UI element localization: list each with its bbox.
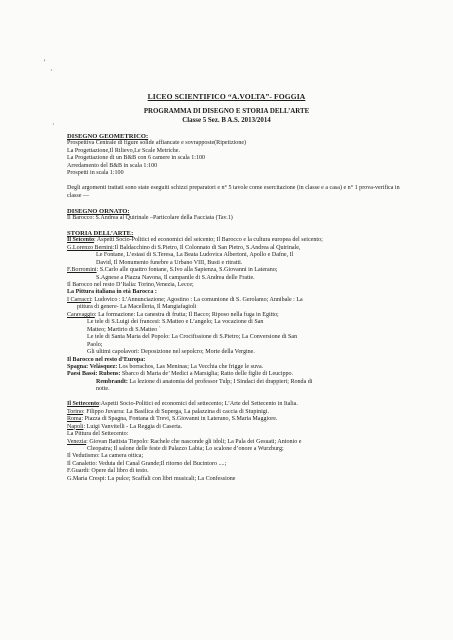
geometrico-line: La Progettazione,Il Rilievo,Le Scale Metriche. <box>67 147 181 154</box>
napoli-label: Napoli <box>67 423 84 430</box>
rembrandt-text: La lezione di anatomia del professor Tulp; I Sindaci dei drappieri; Ronda di <box>127 378 313 385</box>
napoli-text: : Luigi Vanvitelli - La Reggia di Caserta. <box>83 423 183 430</box>
caravaggio-continuation: Le tele di Santa Maria del Popolo: La Crocifissione di S.Pietro; La Conversione di San <box>87 334 298 341</box>
guardi-line: F.Guardi: Opere dal libro di testo. <box>67 468 149 475</box>
roma-text: : Piazza di Spagna, Fontana di Trevi, S.Giovanni in Laterano, S.Maria Maggiore. <box>81 416 278 423</box>
borromini-line <box>67 267 402 274</box>
rembrandt-line <box>67 379 402 386</box>
caravaggio-continuation: Paolo; <box>87 341 103 348</box>
bernini-text: :Il Baldacchino di S.Pietro, Il Colonnato di San Pietro, S.Andrea al Quirinale, <box>112 244 301 251</box>
caravaggio-continuation: Le tele di S.Luigi dei francesi: S.Matteo e L’angelo; La vocazione di San <box>87 319 264 326</box>
paesi-bassi-label: Paesi Bassi: Rubens: <box>67 371 121 378</box>
geometrico-line: La Progettazione di un B&B con 6 camere in scala 1:100 <box>67 155 206 162</box>
venezia-line <box>67 439 402 446</box>
spagna-label: Spagna: Velásquez: <box>67 364 118 370</box>
torino-text: : Filippo Juvarra: La Basilica di Superga, La palazzina di caccia di Stupinigi. <box>83 408 269 415</box>
seicento-text: : Aspetti Socio-Politici ed economici del seicento; Il Barocco e la cultura europea del seicento; <box>94 237 323 244</box>
caravaggio-continuation: Matteo; Martirio di S.Matteo ` <box>87 326 161 333</box>
caravaggio-text: : La formazione: La canestra di frutta; Il Bacco; Riposo nella fuga in Egitto; <box>94 311 279 318</box>
barocco-europa-heading: Il Barocco nel resto d’Europa: <box>67 356 146 363</box>
spagna-text: Los borrachos, Las Meninas; La Vecchia che frigge le suva. <box>117 364 264 370</box>
bernini-continuation: Le Fontane, L’estasi di S.Teresa, La Beata Ludovica Albertoni, Apollo e Dafne, Il <box>96 252 294 259</box>
class-year: Classe 5 Sez. B A.S. 2013/2014 <box>182 117 271 124</box>
margin-mark: · <box>50 66 53 75</box>
geometrico-line: Arredamento del B&B in scala 1:100 <box>67 162 158 169</box>
paesi-bassi-line <box>67 371 402 378</box>
ornato-line: Il Barocco: S.Andrea al Quirinale –Particolare della Facciata (Tav.1) <box>67 214 233 221</box>
pittura-settecento-heading: La Pittura del Settecento: <box>67 431 129 438</box>
vedutismo-line: Il Vedutismo: La camera ottica; <box>67 453 144 460</box>
rembrandt-label: Rembrandt: <box>96 378 128 385</box>
disegno-ornato-heading: DISEGNO ORNATO: <box>67 207 130 215</box>
caravaggio-continuation: Gli ultimi capolavori: Deposizione nel sepolcro; Morte della Vergine. <box>87 349 255 356</box>
geometrico-line: Prospettiva Centrale di figure solide affiancate e sovrapposte(Ripetizione) <box>67 140 247 147</box>
seicento-label: Il Seicento <box>67 237 95 244</box>
bernini-label: G.Lorenzo Bernini <box>67 244 113 251</box>
borromini-continuation: S.Agnese a Piazza Navona, Il campanile di S.Andrea delle Fratte. <box>96 274 255 281</box>
venezia-continuation: Cleopatra; Il salone delle feste di Palazzo Labia; Lo scalone d’onore a Wurzburg; <box>87 445 284 452</box>
barocco-resto-italia: Il Barocco nel resto D’Italia: Torino,Venezia, Lecce; <box>67 282 194 289</box>
settecento-text: :Aspetti Socio-Politici ed economici del settecento; L’Arte del Settecento in Italia. <box>99 401 298 408</box>
carracci-label: I Carracci <box>67 296 92 303</box>
caravaggio-label: Caravaggio <box>67 311 95 318</box>
venezia-text: : Giovan Battista Tiepolo: Rachele che nasconde gli idoli; La Pala dei Gesuati; Antonio e <box>86 438 302 445</box>
disegno-geometrico-heading: DISEGNO GEOMETRICO: <box>67 133 149 140</box>
margin-mark: · <box>52 120 55 129</box>
margin-mark: ' <box>44 58 46 67</box>
program-content <box>67 133 402 483</box>
torino-line <box>67 409 402 416</box>
torino-label: Torino <box>67 408 84 415</box>
geometrico-line: Prospetti in scala 1:100 <box>67 170 124 177</box>
canaletto-line: Il Canaletto: Veduta del Canal Grande;Il ritorno del Bucintoro ....; <box>67 460 227 467</box>
bernini-continuation: David, Il Monumento funebre a Urbano VIII, Busti e ritratti. <box>96 259 243 266</box>
seicento-paragraph <box>67 237 402 244</box>
napoli-line <box>67 424 402 431</box>
carracci-continuation: pittura di genere- La Macelleria, Il Mangiafagioli <box>77 304 197 311</box>
program-title: PROGRAMMA DI DISEGNO E STORIA DELL’ARTE <box>143 108 310 115</box>
carracci-text: : Ludovico : L’Annunciazione; Agostino : La comunione di S. Gerolamo; Annibale : La <box>91 296 303 303</box>
roma-line <box>67 416 402 423</box>
storia-arte-heading: STORIA DELL’ARTE: <box>67 229 134 237</box>
borromini-label: F.Borromini <box>67 267 97 274</box>
venezia-label: Venezia <box>67 438 87 445</box>
settecento-line <box>67 401 402 408</box>
crespi-line: G.Maria Crespi: La pulce; Scaffali con libri musicali; La Confessione <box>67 475 236 482</box>
roma-label: Roma <box>67 416 82 423</box>
settecento-label: Il Settecento <box>67 401 100 408</box>
geometrico-note: Degli argomenti trattati sono state eseguiti schizzi preparatori e n° 5 tavole come esercitazione (in classe e a casa) e n° 1 prova-verifica in classe — <box>67 185 400 199</box>
borromini-text: : S.Carlo alle quattro fontane, S.Ivo alla Sapienza, S.Giovanni in Laterano; <box>96 267 278 274</box>
pittura-barocca-heading: La Pittura italiana in età Barocca : <box>67 289 157 296</box>
rembrandt-continuation: notte. <box>96 386 110 393</box>
paesi-bassi-text: Sbarco di Maria de’ Medici a Marsiglia; Ratto delle figlie di Leucippo. <box>120 371 294 378</box>
school-name: LICEO SCIENTIFICO “A.VOLTA”- FOGGIA <box>147 92 306 101</box>
